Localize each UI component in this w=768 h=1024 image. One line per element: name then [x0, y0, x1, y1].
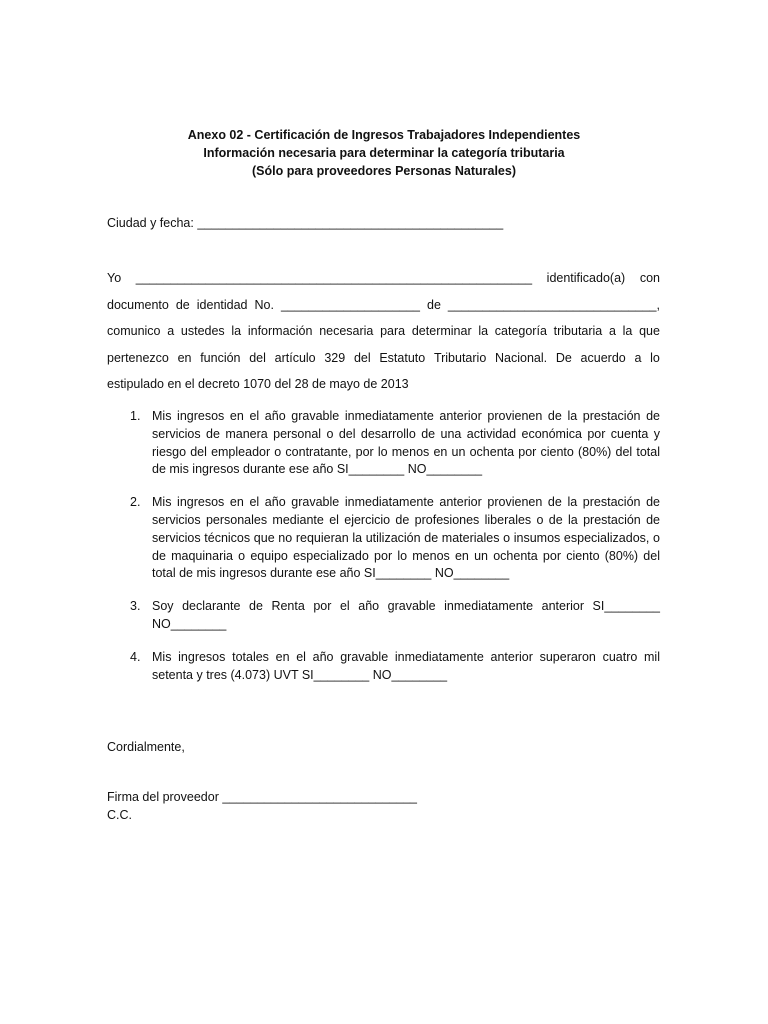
closing-salutation: Cordialmente,	[107, 740, 185, 754]
intro-word: 329	[324, 350, 346, 365]
intro-word: acuerdo	[580, 350, 626, 365]
intro-word: Nacional.	[495, 350, 548, 365]
intro-row-4	[107, 345, 660, 372]
intro-word: ustedes	[180, 324, 225, 338]
list-item	[107, 649, 660, 685]
intro-paragraph	[107, 265, 660, 398]
numbered-list	[107, 408, 660, 699]
intro-word: información	[247, 324, 313, 338]
intro-word: Estatuto	[379, 350, 426, 365]
document-header	[0, 126, 768, 180]
intro-word: para	[380, 324, 406, 338]
list-item-text: Mis ingresos totales en el año gravable inmediatamente anterior superaron cuatro mil setenta y tres (4.073) UVT SI________ NO________	[152, 649, 660, 682]
intro-word: necesaria	[319, 324, 374, 338]
intro-word: de	[175, 297, 190, 312]
list-item-number: 2.	[130, 495, 141, 510]
intro-word: la	[231, 324, 242, 338]
list-item-text: Mis ingresos en el año gravable inmediatamente anterior provienen de la prestación de servicios personales mediante el ejercicio de profesiones liberales o de la prestación de servicios técnicos que no requieran la utilización de materiales o insumos especializados, o de maquinaria o equipo especializado por lo menos en un ochenta por ciento (80%) del total de mis ingresos durante ese año SI________ NO________	[152, 495, 660, 581]
intro-word: estipulado en el decreto 1070 del 28 de mayo de 2013	[107, 377, 409, 391]
id-number-blank: ____________________	[280, 297, 421, 312]
signature-line: Firma del proveedor ____________________________	[107, 790, 417, 804]
intro-word: De	[555, 350, 572, 365]
intro-word: documento	[107, 297, 169, 312]
list-item	[107, 408, 660, 479]
intro-word: comunico	[107, 324, 161, 338]
list-item-text: Soy declarante de Renta por el año gravable inmediatamente anterior SI________ NO________	[152, 599, 660, 631]
intro-word: la	[622, 324, 633, 338]
intro-word: de	[427, 297, 441, 312]
intro-row-2	[107, 292, 660, 319]
list-item-number: 4.	[130, 649, 141, 664]
id-label: C.C.	[107, 808, 132, 822]
city-date-field: Ciudad y fecha: ____________________________________________	[107, 216, 504, 230]
intro-word: en	[177, 350, 192, 365]
intro-word: determinar	[411, 324, 472, 338]
header-subtitle: Información necesaria para determinar la categoría tributaria	[203, 146, 565, 160]
intro-word: a	[634, 350, 642, 365]
header-note: (Sólo para proveedores Personas Naturales)	[252, 164, 516, 178]
list-item	[107, 598, 660, 634]
intro-word: que	[639, 324, 660, 338]
intro-word: a	[167, 324, 175, 338]
intro-word: la	[478, 324, 489, 338]
intro-word: categoría	[494, 324, 547, 338]
name-blank: _________________________________________________________	[135, 271, 533, 285]
intro-row-3	[107, 318, 660, 345]
intro-row-1	[107, 265, 660, 292]
intro-word: del	[249, 350, 266, 365]
intro-row-5	[107, 371, 660, 398]
intro-word: lo	[650, 350, 660, 365]
intro-word: artículo	[274, 350, 316, 365]
intro-word: Tributario	[433, 350, 487, 365]
signature-block	[107, 788, 417, 824]
list-item	[107, 494, 660, 583]
intro-word: función	[200, 350, 241, 365]
intro-word: con	[639, 271, 660, 285]
intro-word: No.	[254, 297, 274, 312]
intro-word: tributaria	[553, 324, 603, 338]
intro-word: identidad	[196, 297, 248, 312]
intro-word: del	[353, 350, 371, 365]
list-item-number: 3.	[130, 599, 141, 614]
header-title: Anexo 02 - Certificación de Ingresos Trabajadores Independientes	[187, 128, 581, 142]
list-item-number: 1.	[130, 409, 141, 423]
intro-word: identificado(a)	[546, 271, 626, 285]
intro-word: pertenezco	[107, 350, 169, 365]
list-item-text: Mis ingresos en el año gravable inmediatamente anterior provienen de la prestación de servicios de manera personal o del desarrollo de una actividad económica por cuenta y riesgo del empleador o contratante, por lo menos en un ochenta por ciento (80%) del total de mis ingresos durante ese año SI________ NO________	[152, 409, 660, 477]
id-place-blank: ______________________________,	[447, 297, 660, 312]
intro-word: Yo	[107, 271, 122, 285]
intro-word: a	[608, 324, 616, 338]
